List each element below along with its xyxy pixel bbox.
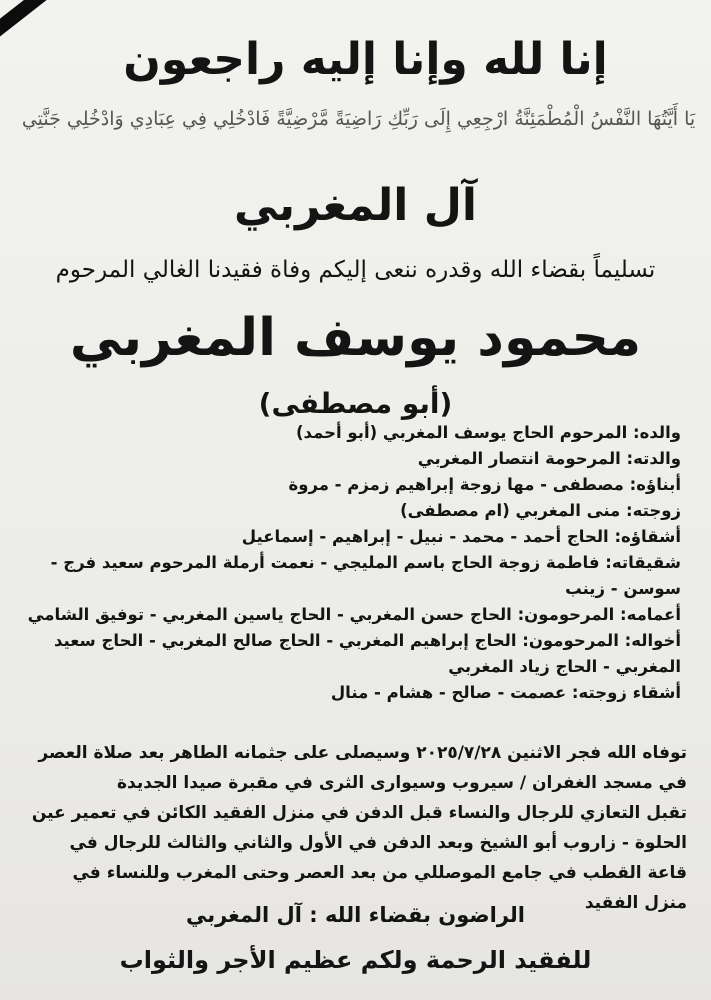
- relative-sisters: شقيقاته: فاطمة زوجة الحاج باسم المليجي - نعمت أرملة المرحوم سعيد فرج - سوسن - زينب: [50, 553, 681, 598]
- quranic-header: إنا لله وإنا إليه راجعون: [123, 34, 608, 85]
- death-and-burial-details: توفاه الله فجر الاثنين ٢٠٢٥/٧/٢٨ وسيصلى على جثمانه الطاهر بعد صلاة العصر في مسجد الغفران / سيروب وسيوارى الثرى في مقبرة صيدا الجديدة: [38, 743, 687, 793]
- quran-verse: يَا أَيَّتُهَا النَّفْسُ الْمُطْمَئِنَّةُ ارْجِعِي إِلَى رَبِّكِ رَاضِيَةً مَّرْضِيَّةً فَادْخُلِي فِي عِبَادِي وَادْخُلِي جَنَّتِي: [21, 108, 696, 130]
- relative-brothers: أشقاؤه: الحاج أحمد - محمد - نبيل - إبراهيم - إسماعيل: [241, 527, 681, 546]
- relative-father: والده: المرحوم الحاج يوسف المغربي (أبو أحمد): [296, 423, 681, 442]
- closing-signature: الراضون بقضاء الله : آل المغربي: [185, 903, 525, 927]
- relative-mother: والدته: المرحومة انتصار المغربي: [417, 449, 681, 468]
- relatives-list: [27, 420, 681, 706]
- condolence-details: تقبل التعازي للرجال والنساء قبل الدفن في منزل الفقيد الكائن في تعمير عين الحلوة - زاروب أبو الشيخ وبعد الدفن في الأول والثاني والثالث للرجال في قاعة القطب في جامع الموصللي من بعد العصر وحتى المغرب وللنساء في منزل الفقيد: [31, 803, 687, 913]
- family-name-title: آل المغربي: [234, 180, 477, 231]
- relative-paternal-uncles: أعمامه: المرحومون: الحاج حسن المغربي - الحاج ياسين المغربي - توفيق الشامي: [27, 605, 681, 624]
- relative-wife: زوجته: منى المغربي (ام مصطفى): [400, 501, 681, 520]
- funeral-details: [27, 738, 687, 918]
- relative-children: أبناؤه: مصطفى - مها زوجة إبراهيم زمزم - مروة: [288, 475, 681, 494]
- relative-wife-siblings: أشقاء زوجته: عصمت - صالح - هشام - منال: [330, 683, 681, 702]
- closing-prayer: للفقيد الرحمة ولكم عظيم الأجر والثواب: [119, 946, 592, 974]
- deceased-kunya: (أبو مصطفى): [258, 387, 453, 420]
- announcement-intro: تسليماً بقضاء الله وقدره ننعى إليكم وفاة فقيدنا الغالي المرحوم: [55, 257, 656, 283]
- relative-maternal-uncles: أخواله: المرحومون: الحاج إبراهيم المغربي - الحاج صالح المغربي - الحاج سعيد المغربي - الحاج زياد المغربي: [53, 631, 681, 676]
- deceased-name: محمود يوسف المغربي: [69, 308, 642, 368]
